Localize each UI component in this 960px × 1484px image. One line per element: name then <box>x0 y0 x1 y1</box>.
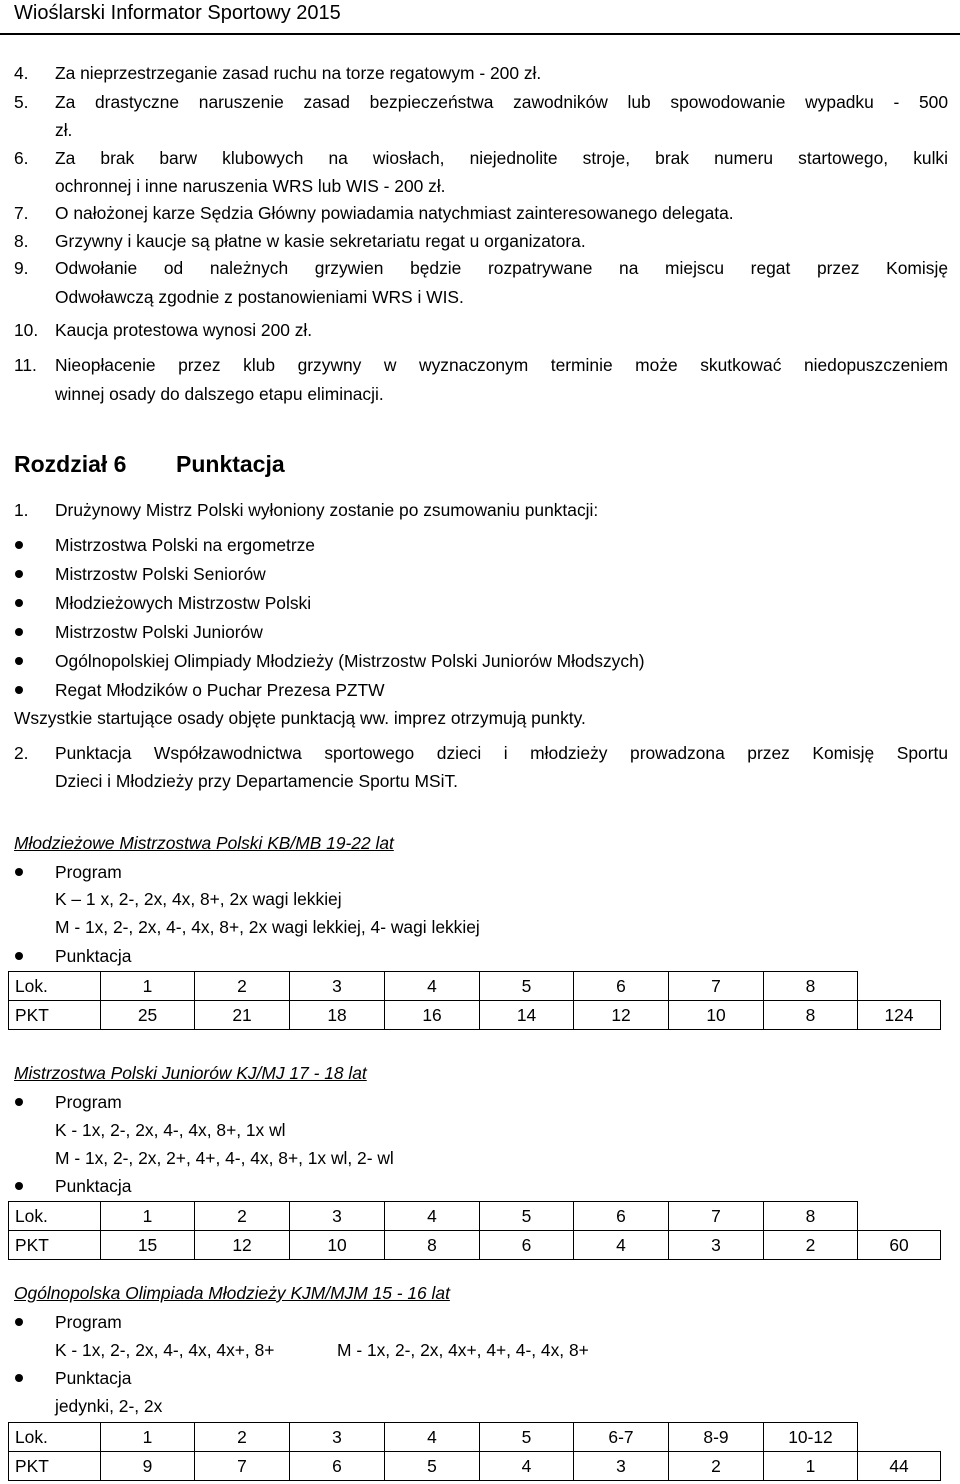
program-line: K - 1x, 2-, 2x, 4-, 4x, 8+, 1x wl <box>55 1120 286 1140</box>
table-cell: 7 <box>669 972 764 1001</box>
list-item-text-cont: Odwoławczą zgodnie z postanowieniami WRS i WIS. <box>55 287 464 307</box>
page-header-title: Wioślarski Informator Sportowy 2015 <box>14 2 341 24</box>
list-item-number: 11. <box>14 355 37 375</box>
program-line-k: K - 1x, 2-, 2x, 4-, 4x, 4x+, 8+ <box>55 1340 275 1360</box>
table-cell: 3 <box>290 1423 385 1452</box>
points-label: Punktacja <box>55 1368 132 1388</box>
points-table <box>8 1422 941 1481</box>
competition-heading: Mistrzostwa Polski Juniorów KJ/MJ 17 - 18 lat <box>14 1063 367 1083</box>
table-cell: Lok. <box>9 972 101 1001</box>
list-item: Ogólnopolskiej Olimpiady Młodzieży (Mistrzostw Polski Juniorów Młodszych) <box>55 651 645 671</box>
table-cell: 5 <box>480 1202 574 1231</box>
points-label: Punktacja <box>55 1176 132 1196</box>
table-cell: 3 <box>574 1452 669 1481</box>
table-cell: 5 <box>480 972 574 1001</box>
table-cell: 5 <box>385 1452 480 1481</box>
bullet-icon <box>15 1318 23 1326</box>
program-line: M - 1x, 2-, 2x, 4-, 4x, 8+, 2x wagi lekkiej, 4- wagi lekkiej <box>55 917 480 937</box>
table-cell-total: 44 <box>858 1452 941 1481</box>
list-item-text: Nieopłacenie przez klub grzywny w wyznaczonym terminie może skutkować niedopuszczeniem <box>55 355 948 375</box>
table-cell: 14 <box>480 1001 574 1030</box>
list-item: Mistrzostw Polski Juniorów <box>55 622 263 642</box>
table-cell: 8 <box>764 1202 858 1231</box>
bullet-icon <box>15 657 23 665</box>
header-divider <box>0 33 960 35</box>
program-line: K – 1 x, 2-, 2x, 4x, 8+, 2x wagi lekkiej <box>55 889 342 909</box>
list-item: Regat Młodzików o Puchar Prezesa PZTW <box>55 680 385 700</box>
table-cell: PKT <box>9 1231 101 1260</box>
table-cell-total: 60 <box>858 1231 941 1260</box>
list-item-number: 10. <box>14 320 39 340</box>
table-cell: 6 <box>480 1231 574 1260</box>
table-cell: 1 <box>764 1452 858 1481</box>
scoring-note: Wszystkie startujące osady objęte punktacją ww. imprez otrzymują punkty. <box>14 708 586 728</box>
table-cell: 1 <box>101 972 195 1001</box>
list-item: Mistrzostwa Polski na ergometrze <box>55 535 315 555</box>
table-cell: 4 <box>385 1423 480 1452</box>
table-cell-total: 124 <box>858 1001 941 1030</box>
list-item-number: 7. <box>14 203 29 223</box>
bullet-icon <box>15 541 23 549</box>
list-item-text-cont: winnej osady do dalszego etapu eliminacji. <box>55 384 384 404</box>
table-cell: 3 <box>290 972 385 1001</box>
list-item-number: 8. <box>14 231 29 251</box>
table-cell: 5 <box>480 1423 574 1452</box>
table-cell: 25 <box>101 1001 195 1030</box>
points-note: jedynki, 2-, 2x <box>55 1396 163 1416</box>
bullet-icon <box>15 599 23 607</box>
table-cell: 9 <box>101 1452 195 1481</box>
list-item-number: 9. <box>14 258 29 278</box>
program-line: M - 1x, 2-, 2x, 2+, 4+, 4-, 4x, 8+, 1x wl, 2- wl <box>55 1148 394 1168</box>
list-item-text: O nałożonej karze Sędzia Główny powiadamia natychmiast zainteresowanego delegata. <box>55 203 734 223</box>
table-cell: 15 <box>101 1231 195 1260</box>
table-cell: 2 <box>764 1231 858 1260</box>
table-cell: 3 <box>669 1231 764 1260</box>
table-cell: 12 <box>574 1001 669 1030</box>
table-row <box>9 1452 941 1481</box>
competition-heading: Młodzieżowe Mistrzostwa Polski KB/MB 19-22 lat <box>14 833 394 853</box>
bullet-icon <box>15 686 23 694</box>
point-number: 1. <box>14 500 29 520</box>
bullet-icon <box>15 1374 23 1382</box>
competition-heading: Ogólnopolska Olimpiada Młodzieży KJM/MJM 15 - 16 lat <box>14 1283 450 1303</box>
bullet-icon <box>15 570 23 578</box>
list-item-text: Za drastyczne naruszenie zasad bezpieczeństwa zawodników lub spowodowanie wypadku - 500 <box>55 92 948 112</box>
program-label: Program <box>55 1092 122 1112</box>
chapter-label: Rozdział 6 <box>14 451 127 477</box>
point-text: Drużynowy Mistrz Polski wyłoniony zostanie po zsumowaniu punktacji: <box>55 500 599 520</box>
table-row <box>9 1001 941 1030</box>
list-item-text: Za brak barw klubowych na wiosłach, niejednolite stroje, brak numeru startowego, kulki <box>55 148 948 168</box>
table-cell: 8 <box>385 1231 480 1260</box>
table-cell: 8 <box>764 1001 858 1030</box>
points-table <box>8 1201 941 1260</box>
table-cell-empty <box>858 972 941 1001</box>
bullet-icon <box>15 628 23 636</box>
table-cell: 3 <box>290 1202 385 1231</box>
table-cell: Lok. <box>9 1202 101 1231</box>
chapter-title: Punktacja <box>176 451 285 477</box>
table-cell: 2 <box>669 1452 764 1481</box>
table-cell: 7 <box>195 1452 290 1481</box>
list-item-number: 6. <box>14 148 29 168</box>
table-cell: 4 <box>385 972 480 1001</box>
table-cell: 2 <box>195 1423 290 1452</box>
table-cell: 8-9 <box>669 1423 764 1452</box>
list-item-text: Odwołanie od należnych grzywien będzie rozpatrywane na miejscu regat przez Komisję <box>55 258 948 278</box>
list-item-text-cont: ochronnej i inne naruszenia WRS lub WIS - 200 zł. <box>55 176 446 196</box>
program-label: Program <box>55 862 122 882</box>
table-cell: 7 <box>669 1202 764 1231</box>
table-cell-empty <box>858 1423 941 1452</box>
points-label: Punktacja <box>55 946 132 966</box>
point-text: Punktacja Współzawodnictwa sportowego dzieci i młodzieży prowadzona przez Komisję Sportu <box>55 743 948 763</box>
program-label: Program <box>55 1312 122 1332</box>
table-cell: 6 <box>574 1202 669 1231</box>
table-cell: 10 <box>290 1231 385 1260</box>
table-row <box>9 1202 941 1231</box>
list-item-number: 5. <box>14 92 29 112</box>
table-cell: 2 <box>195 972 290 1001</box>
table-cell: 6 <box>290 1452 385 1481</box>
program-line-m: M - 1x, 2-, 2x, 4x+, 4+, 4-, 4x, 8+ <box>337 1340 589 1360</box>
table-cell: 8 <box>764 972 858 1001</box>
table-cell: 6-7 <box>574 1423 669 1452</box>
table-cell: 21 <box>195 1001 290 1030</box>
point-text-cont: Dzieci i Młodzieży przy Departamencie Sportu MSiT. <box>55 771 459 791</box>
table-cell: 12 <box>195 1231 290 1260</box>
list-item-text: Grzywny i kaucje są płatne w kasie sekretariatu regat u organizatora. <box>55 231 586 251</box>
points-table <box>8 971 941 1030</box>
table-row <box>9 972 941 1001</box>
table-cell: 4 <box>385 1202 480 1231</box>
table-cell: 18 <box>290 1001 385 1030</box>
list-item: Mistrzostw Polski Seniorów <box>55 564 266 584</box>
table-cell: PKT <box>9 1001 101 1030</box>
list-item-text-cont: zł. <box>55 120 73 140</box>
bullet-icon <box>15 952 23 960</box>
table-cell: PKT <box>9 1452 101 1481</box>
table-row <box>9 1231 941 1260</box>
table-cell: 4 <box>480 1452 574 1481</box>
table-cell: 10 <box>669 1001 764 1030</box>
bullet-icon <box>15 1182 23 1190</box>
point-number: 2. <box>14 743 29 763</box>
list-item-number: 4. <box>14 63 29 83</box>
table-cell-empty <box>858 1202 941 1231</box>
table-row <box>9 1423 941 1452</box>
bullet-icon <box>15 868 23 876</box>
table-cell: 10-12 <box>764 1423 858 1452</box>
table-cell: Lok. <box>9 1423 101 1452</box>
list-item-text: Za nieprzestrzeganie zasad ruchu na torze regatowym - 200 zł. <box>55 63 542 83</box>
table-cell: 2 <box>195 1202 290 1231</box>
table-cell: 6 <box>574 972 669 1001</box>
list-item: Młodzieżowych Mistrzostw Polski <box>55 593 312 613</box>
bullet-icon <box>15 1098 23 1106</box>
table-cell: 16 <box>385 1001 480 1030</box>
table-cell: 4 <box>574 1231 669 1260</box>
table-cell: 1 <box>101 1423 195 1452</box>
table-cell: 1 <box>101 1202 195 1231</box>
list-item-text: Kaucja protestowa wynosi 200 zł. <box>55 320 313 340</box>
